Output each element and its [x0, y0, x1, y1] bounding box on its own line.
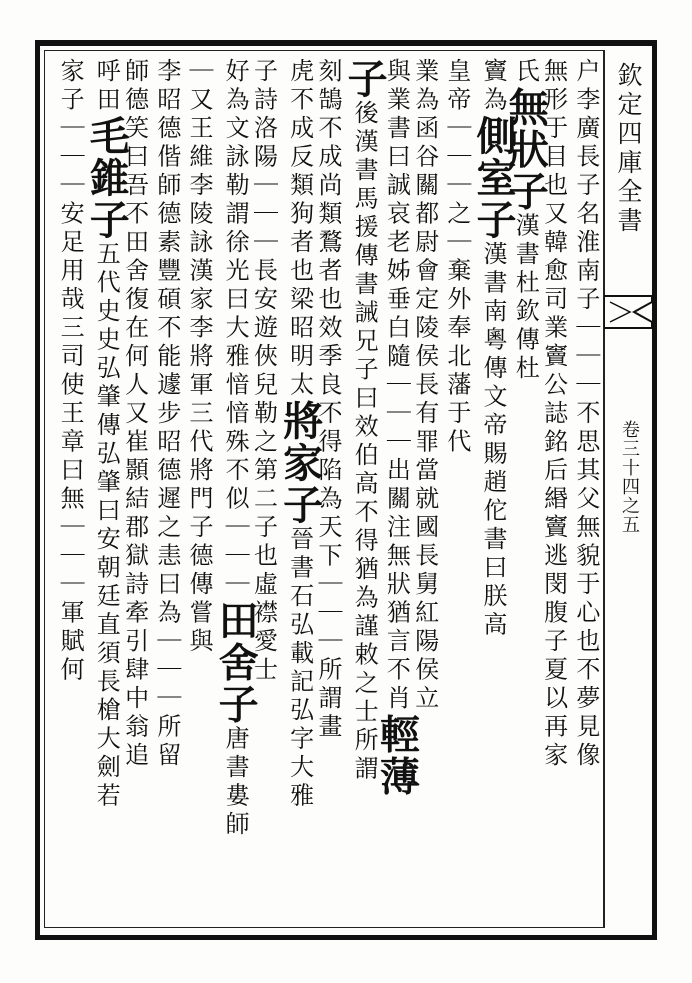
- column-text: [470, 58, 518, 640]
- entry-heading: 側室子: [470, 115, 518, 241]
- column-text: [152, 58, 181, 771]
- entry-text: 氏: [511, 58, 540, 87]
- entry-text: 户李廣長子名淮南子｜｜｜不思其父無貌于心也不夢見像: [571, 58, 600, 771]
- volume-label: 卷三十四之五: [619, 420, 640, 534]
- column-text: [83, 58, 131, 811]
- entry-text: 李昭德偕師德素豐碩不能遽步昭德遲之恚曰為｜｜｜所留: [152, 58, 181, 771]
- entry-text: 德傳嘗與: [185, 542, 214, 657]
- entry-text: 與業書曰誠哀老姊垂白隨｜｜｜出關注無狀猶言不肖: [382, 58, 411, 714]
- entry-text: 勒之第二子也虛襟愛士: [249, 400, 278, 685]
- column-text: [56, 58, 85, 685]
- entry-text: 業為函谷關都尉會定陵侯長有罪當就國長舅紅陽侯立: [410, 58, 439, 714]
- entry-heading: 將家子: [276, 400, 324, 526]
- text-column: [54, 58, 86, 924]
- text-column: [276, 58, 324, 924]
- entry-text: 漢書杜欽傳杜: [511, 212, 540, 384]
- entry-text: 皇帝｜｜｜之｜棄外奉北藩于代: [442, 58, 471, 457]
- text-column: [183, 58, 215, 924]
- column-text: [571, 58, 600, 771]
- entry-text: ｜又王維李陵詠漢家李將軍三代將門子: [185, 58, 214, 543]
- entry-text: 虎不成反類狗者也梁昭明太: [285, 58, 314, 400]
- column-text: [442, 58, 471, 457]
- column-text: [212, 58, 260, 840]
- entry-heading: 毛錐子: [83, 115, 131, 241]
- entry-text: 後漢書馬援傳書誡兄子曰效伯高不得猶為謹敕之士所謂: [350, 100, 379, 784]
- text-column: [212, 58, 260, 924]
- entry-heading: 子: [341, 58, 389, 100]
- text-column: [570, 58, 602, 924]
- text-column: [341, 58, 389, 924]
- entry-text: 唐書婁師: [221, 725, 250, 840]
- text-column: [83, 58, 131, 924]
- entry-text: 呼田: [92, 58, 121, 115]
- column-text: [341, 58, 389, 784]
- entry-text: 晉書石弘載記弘字大雅: [285, 526, 314, 811]
- entry-text: 竇為: [479, 58, 508, 115]
- text-column: [151, 58, 183, 924]
- entry-text: 師德笑曰吾不田舍復在何人又崔顥結郡獄詩牽引肆中翁追: [120, 58, 149, 771]
- entry-text: 家子: [56, 58, 85, 115]
- text-columns: [52, 58, 600, 924]
- entry-text: 漢書南粵傳文帝賜趙佗書曰朕高: [479, 241, 508, 640]
- entry-text: ｜｜｜安足用哉三司使王章曰無｜｜｜軍賦何: [56, 115, 85, 685]
- text-column: [441, 58, 473, 924]
- text-column: [470, 58, 518, 924]
- library-title: 欽定四庫全書: [614, 62, 643, 236]
- entry-text: 五代史史弘肇傳弘肇曰安朝廷直須長槍大劍若: [92, 241, 121, 811]
- entry-text: 無形于目也又韓愈司業竇公誌銘后緡竇逃閔腹子夏以再家: [539, 58, 568, 771]
- entry-heading: 田舍子: [212, 599, 260, 726]
- entry-heading: 無狀子: [502, 86, 550, 213]
- column-text: [276, 58, 324, 811]
- column-text: [185, 58, 214, 657]
- entry-heading: 輕薄: [373, 713, 421, 798]
- entry-text: 刻鵠不成尚類鶩者也效季良不得陷為天下｜｜｜所謂畫: [313, 58, 342, 742]
- entry-text: 好為文詠勒謂徐光曰大雅愔愔殊不似｜｜｜: [221, 58, 250, 600]
- fishtail-mark-icon: [604, 292, 652, 332]
- entry-text: 子詩洛陽｜｜｜長安遊俠兒: [249, 58, 278, 400]
